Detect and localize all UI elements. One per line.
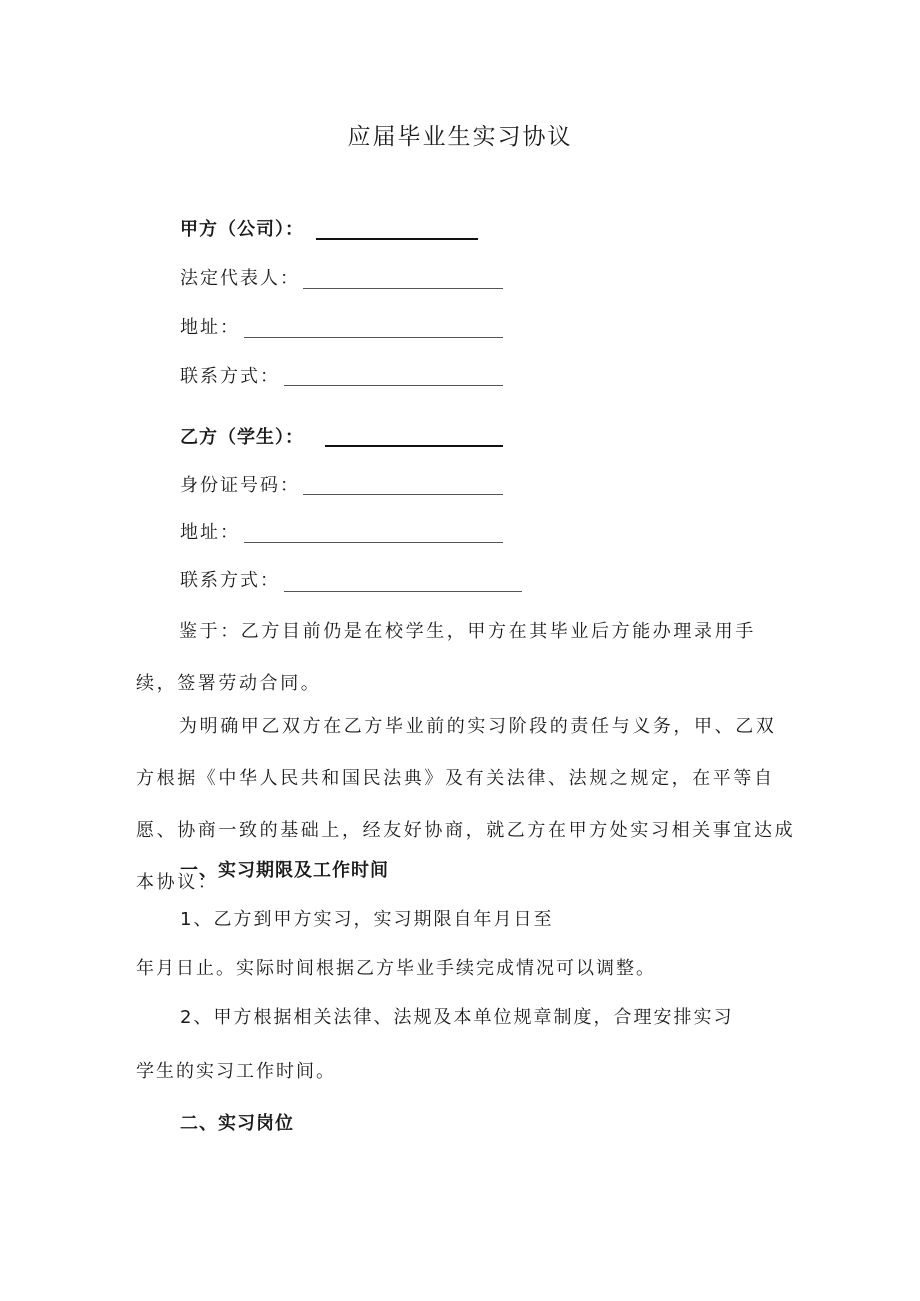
section-2-heading: 二、实习岗位 [180, 1113, 294, 1134]
party-a-legal-rep-label: 法定代表人： [180, 268, 300, 289]
party-a-contact-label: 联系方式： [180, 366, 280, 387]
party-a-heading: 甲方（公司）： [180, 219, 304, 240]
party-a-address-blank[interactable] [244, 337, 503, 338]
section-1-item-1-line-1: 1、乙方到甲方实习，实习期限自年月日至 [180, 909, 554, 930]
whereas-paragraph: 鉴于：乙方目前仍是在校学生，甲方在其毕业后方能办理录用手续，签署劳动合同。 [136, 621, 756, 694]
document-title: 应届毕业生实习协议 [347, 124, 573, 150]
section-1-item-1-line-2: 年月日止。实际时间根据乙方毕业手续完成情况可以调整。 [136, 958, 656, 979]
section-1-item-2-line-2: 学生的实习工作时间。 [136, 1061, 336, 1082]
party-b-heading: 乙方（学生）： [180, 427, 304, 448]
party-a-address-label: 地址： [180, 317, 240, 338]
party-a-name-blank[interactable] [316, 238, 478, 240]
purpose-paragraph: 为明确甲乙双方在乙方毕业前的实习阶段的责任与义务，甲、乙双方根据《中华人民共和国民法典》及有关法律、法规之规定，在平等自愿、协商一致的基础上，经友好协商，就乙方在甲方处实习相关事宜达成本协议： [136, 716, 796, 893]
party-b-contact-blank[interactable] [284, 591, 522, 592]
party-b-id-blank[interactable] [303, 494, 503, 495]
party-a-contact-blank[interactable] [284, 385, 503, 386]
party-a-legal-rep-blank[interactable] [303, 288, 503, 289]
party-b-name-blank[interactable] [325, 445, 503, 447]
party-b-id-label: 身份证号码： [180, 475, 300, 496]
party-b-address-blank[interactable] [244, 542, 503, 543]
party-b-contact-label: 联系方式： [180, 570, 280, 591]
section-1-heading: 一、实习期限及工作时间 [180, 860, 389, 881]
section-1-item-2-line-1: 2、甲方根据相关法律、法规及本单位规章制度，合理安排实习 [180, 1007, 734, 1028]
party-b-address-label: 地址： [180, 522, 240, 543]
